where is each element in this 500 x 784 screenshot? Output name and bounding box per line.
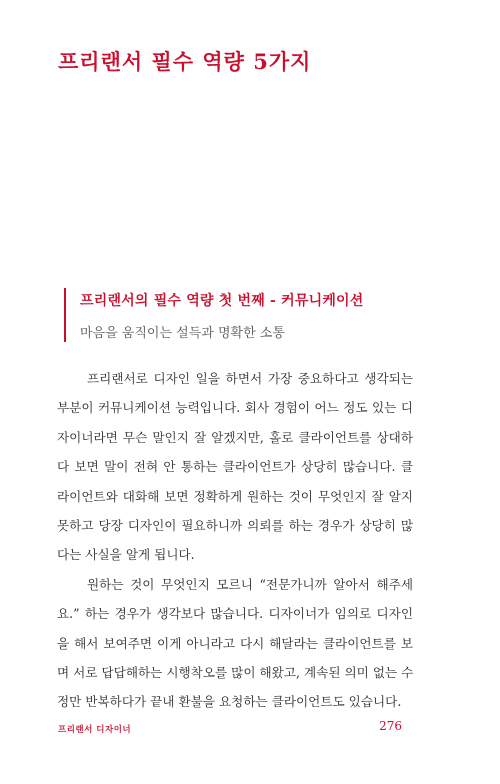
text-line: 다 보면 말이 전혀 안 통하는 클라이언트가 상당히 많습니다. 클 — [57, 459, 413, 475]
text-line: 부분이 커뮤니케이션 능력입니다. 회사 경험이 어느 정도 있는 디 — [57, 400, 413, 416]
text-line: 정만 반복하다가 끝내 환불을 요청하는 클라이언트도 있습니다. — [57, 694, 402, 710]
text-line: 라이언트와 대화해 보면 정확하게 원하는 것이 무엇인지 잘 알지 — [57, 488, 413, 504]
text-line: 원하는 것이 무엇인지 모르니 “전문가니까 알아서 해주세 — [87, 576, 413, 592]
body-text — [57, 364, 413, 717]
text-line: 을 해서 보여주면 이게 아니라고 다시 해달라는 클라이언트를 보 — [57, 635, 413, 651]
section-heading: 프리랜서의 필수 역량 첫 번째 - 커뮤니케이션 — [80, 293, 364, 309]
text-line: 못하고 당장 디자인이 필요하니까 의뢰를 하는 경우가 상당히 많 — [57, 518, 413, 534]
text-line: 자이너라면 무슨 말인지 잘 알겠지만, 홀로 클라이언트를 상대하 — [57, 429, 413, 445]
text-line: 프리랜서로 디자인 일을 하면서 가장 중요하다고 생각되는 — [87, 371, 413, 386]
text-line: 다는 사실을 알게 됩니다. — [57, 547, 195, 563]
paragraph — [57, 570, 413, 717]
section-header — [64, 288, 364, 342]
text-line: 며 서로 답답해하는 시행착오를 많이 해왔고, 계속된 의미 없는 수 — [57, 665, 414, 681]
page-number: 276 — [379, 719, 402, 733]
footer-book-title: 프리랜서 디자이너 — [58, 725, 132, 735]
chapter-title: 프리랜서 필수 역량 5가지 — [58, 49, 312, 74]
text-line: 요.” 하는 경우가 생각보다 많습니다. 디자이너가 임의로 디자인 — [57, 606, 413, 622]
paragraph — [57, 364, 413, 570]
section-subheading: 마음을 움직이는 설득과 명확한 소통 — [80, 326, 285, 341]
